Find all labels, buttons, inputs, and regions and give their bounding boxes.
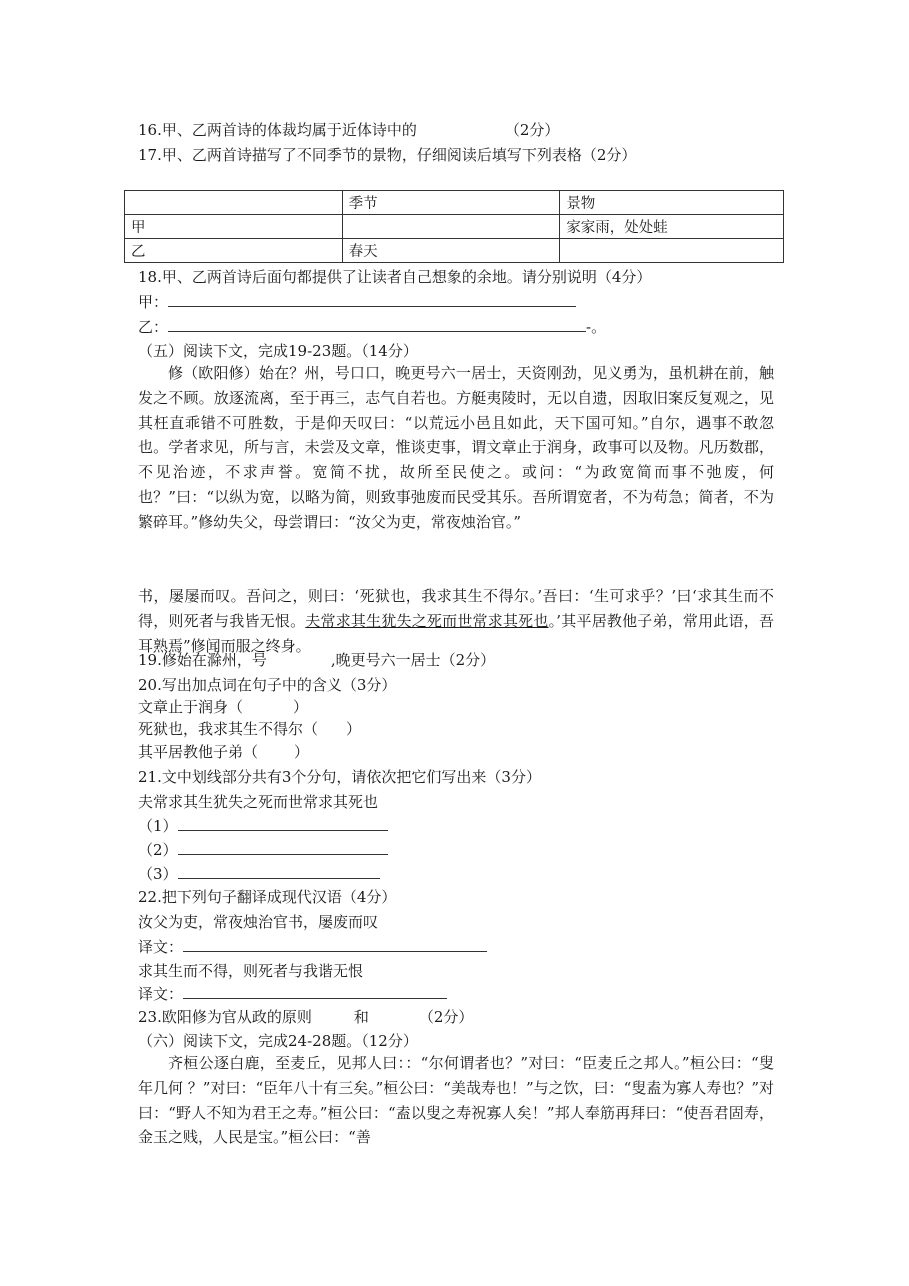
question-23-score: （2分） <box>418 1008 474 1026</box>
table-cell: 家家雨，处处蛙 <box>560 215 784 239</box>
answer-a-blank[interactable] <box>168 292 576 307</box>
question-21-line <box>138 864 380 884</box>
table-header-cell: 季节 <box>342 191 560 215</box>
section-5-title: （五）阅读下文，完成19-23题。（14分） <box>138 342 418 360</box>
answer-b-blank[interactable] <box>168 317 586 332</box>
passage-5-paragraph-1: 修（欧阳修）始在？州，号口口，晚更号六一居士，天资刚劲，见义勇为，虽机耕在前，触发之不顾。放逐流离，至于再三，志气自若也。方艇夷陵时，无以自遗，因取旧案反复观之，见其枉直乖错不可胜数，于是仰天叹曰：“以荒远小邑且如此，天下国可知。”自尔，遇事不敢忽也。学者求见，所与言，未尝及文章，惟谈吏事，谓文章止于润身，政事可以及物。凡历数郡，不见治迹，不求声誉。宽简不扰，故所至民使之。或问：“为政宽简而事不弛废，何也？”曰：“以纵为宽，以略为简，则致事弛废而民受其乐。吾所谓宽者，不为苟急；简者，不为繁碎耳。”修幼失父，母尝谓曰：“汝父为吏，常夜烛治官。” <box>138 364 774 531</box>
question-19-post: ,晚更号六一居士（2分） <box>330 651 496 669</box>
question-20-item-text: 死狱也，我求其生不得尔（ <box>138 720 319 738</box>
table-header-cell <box>125 191 343 215</box>
answer-b-label: 乙： <box>138 318 169 336</box>
question-23 <box>138 1007 473 1027</box>
question-20-item <box>138 697 308 717</box>
table-cell: 春天 <box>342 239 560 263</box>
answer-a-label: 甲： <box>138 293 169 311</box>
passage-5-text: 书，屡屡而叹。吾问之，则曰：‘死狱也，我求其生不得尔。’吾曰：‘生可求乎？’曰‘求其生而不得，则死者与我皆无恨。 <box>138 587 774 630</box>
question-22-sentence-2: 求其生而不得，则死者与我谐无恨 <box>138 962 364 980</box>
table-row <box>125 215 784 239</box>
question-19 <box>138 650 495 670</box>
question-23-pre: 23.欧阳修为官从政的原则 <box>138 1008 312 1026</box>
translation-blank[interactable] <box>183 937 487 952</box>
answer-b-end: -。 <box>586 318 607 336</box>
passage-6-paragraph-1: 齐桓公逐白鹿，至麦丘，见邦人曰：：“尔何谓者也？”对曰：“臣麦丘之邦人。”桓公曰：“叟年几何 ？”对曰：“臣年八十有三矣。”桓公曰：“美哉寿也！”与之饮，曰：“叟盍为寡人寿也？”对曰：“野人不知为君王之寿。”桓公曰：“盍以叟之寿祝寡人矣！”邦人奉筋再拜曰：“使吾君固寿，金玉之贱，人民是宝。”桓公曰：“善 <box>138 1054 774 1147</box>
table-header-cell: 景物 <box>560 191 784 215</box>
question-21-label: （1） <box>138 817 178 835</box>
question-16 <box>138 120 559 140</box>
question-18-answer-a <box>138 292 576 312</box>
table-cell-blank[interactable] <box>560 239 784 263</box>
question-20-close: ） <box>294 743 310 761</box>
question-17: 17.甲、乙两首诗描写了不同季节的景物，仔细阅读后填写下列表格（2分） <box>138 146 637 164</box>
question-21-label: （2） <box>138 841 178 859</box>
question-23-mid: 和 <box>353 1008 369 1026</box>
question-21-line <box>138 840 388 860</box>
section-6-title: （六）阅读下文，完成24-28题。（12分） <box>138 1032 418 1050</box>
table-cell-blank[interactable] <box>342 215 560 239</box>
translation-label: 译文： <box>138 985 184 1003</box>
passage-5-paragraph-2 <box>138 584 774 658</box>
underlined-sentence: 夫常求其生犹失之死而世常求其死也 <box>305 611 549 630</box>
question-22-translation-1 <box>138 937 487 957</box>
passage-5-text-end: 。’其平居教他子弟，常用此语，吾耳熟焉”修闻而服之终身。 <box>138 611 774 655</box>
translation-blank[interactable] <box>183 984 447 999</box>
question-18-answer-b <box>138 317 606 337</box>
question-21-title: 21.文中划线部分共有3个分句，请依次把它们写出来（3分） <box>138 768 541 786</box>
question-20-close: ） <box>346 720 362 738</box>
question-22-sentence-1: 汝父为吏，常夜烛治官书，屡废而叹 <box>138 913 379 931</box>
question-20-item-text: 文章止于润身（ <box>138 698 244 716</box>
translation-label: 译文： <box>138 938 184 956</box>
question-16-score: （2分） <box>504 121 560 139</box>
question-21-blank[interactable] <box>178 840 388 855</box>
question-18: 18.甲、乙两首诗后面句都提供了让读者自己想象的余地。请分别说明（4分） <box>138 268 652 286</box>
question-16-text: 16.甲、乙两首诗的体裁均属于近体诗中的 <box>138 121 417 139</box>
question-20-item <box>138 719 361 739</box>
table-cell: 甲 <box>125 215 343 239</box>
question-22-title: 22.把下列句子翻译成现代汉语（4分） <box>138 888 397 906</box>
table-header-row <box>125 191 784 215</box>
question-21-blank[interactable] <box>178 816 388 831</box>
question-21-sentence: 夫常求其生犹失之死而世常求其死也 <box>138 793 379 811</box>
question-21-blank[interactable] <box>178 864 380 879</box>
question-20-item-text: 其平居教他子弟（ <box>138 743 259 761</box>
table-cell: 乙 <box>125 239 343 263</box>
question-20-title: 20.写出加点词在句子中的含义（3分） <box>138 676 397 694</box>
question-22-translation-2 <box>138 984 447 1004</box>
season-scenery-table <box>124 190 784 263</box>
question-21-line <box>138 816 388 836</box>
question-20-close: ） <box>293 698 309 716</box>
question-20-item <box>138 742 309 762</box>
table-row <box>125 239 784 263</box>
question-21-label: （3） <box>138 865 178 883</box>
question-19-pre: 19.修始在滁州，号 <box>138 651 267 669</box>
